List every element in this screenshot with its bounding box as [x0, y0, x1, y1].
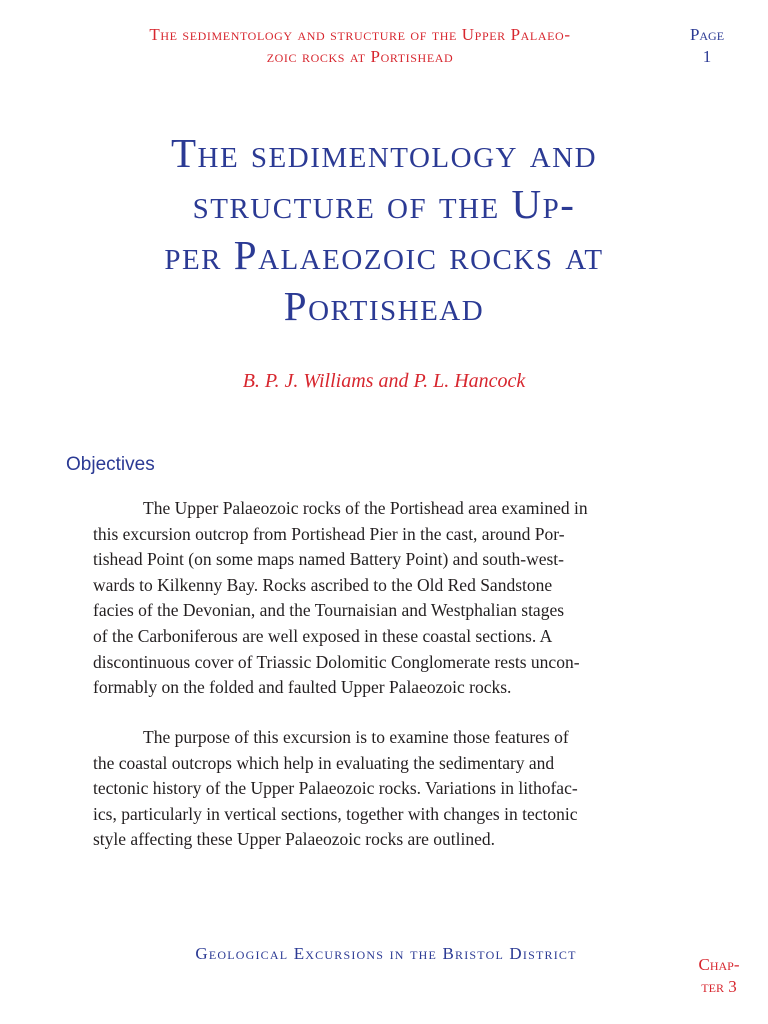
section-heading-objectives: Objectives [66, 454, 155, 475]
title-line-4: Portishead [283, 283, 485, 329]
paragraph-1-line: of the Carboniferous are well exposed in these coastal sections. A [93, 625, 553, 646]
paragraph-2-line: style affecting these Upper Palaeozoic rocks are outlined. [93, 829, 496, 850]
paragraph-1 [93, 496, 677, 701]
page-label-word: Page [689, 25, 725, 44]
page-title [40, 128, 728, 332]
paragraph-1-line: this excursion outcrop from Portishead Pier in the cast, around Por- [93, 523, 565, 544]
paragraph-2-line: the coastal outcrops which help in evaluating the sedimentary and [93, 752, 555, 773]
paragraph-2-line: ics, particularly in vertical sections, together with changes in tectonic [93, 803, 578, 824]
paragraph-2-line: tectonic history of the Upper Palaeozoic rocks. Variations in lithofac- [93, 778, 578, 799]
title-line-3: per Palaeozoic rocks at [164, 232, 604, 278]
title-line-2: structure of the Up- [192, 181, 576, 227]
chapter-label-line-1: Chap- [698, 955, 740, 974]
paragraph-1-line: The Upper Palaeozoic rocks of the Portishead area examined in [143, 498, 588, 518]
running-header [60, 24, 660, 68]
paragraph-1-line: formably on the folded and faulted Upper Palaeozoic rocks. [93, 677, 512, 698]
page-label-number: 1 [702, 47, 712, 66]
authors: B. P. J. Williams and P. L. Hancock [242, 370, 526, 392]
paragraph-1-line: discontinuous cover of Triassic Dolomitic Conglomerate rests uncon- [93, 651, 580, 672]
chapter-label-line-2: ter 3 [701, 977, 737, 996]
paragraph-1-line: tishead Point (on some maps named Battery Point) and south-west- [93, 549, 564, 570]
running-header-line-2: zoic rocks at Portishead [266, 47, 454, 66]
paragraph-2 [93, 725, 677, 853]
paragraph-1-line: wards to Kilkenny Bay. Rocks ascribed to the Old Red Sandstone [93, 574, 553, 595]
footer-book-title: Geological Excursions in the Bristol District [195, 944, 577, 963]
running-header-line-1: The sedimentology and structure of the Upper Palaeo- [149, 25, 571, 44]
chapter-label [684, 954, 754, 998]
page-number [672, 24, 742, 68]
title-line-1: The sedimentology and [170, 130, 598, 176]
paragraph-2-line: The purpose of this excursion is to examine those features of [143, 727, 569, 747]
paragraph-1-line: facies of the Devonian, and the Tournaisian and Westphalian stages [93, 600, 565, 621]
